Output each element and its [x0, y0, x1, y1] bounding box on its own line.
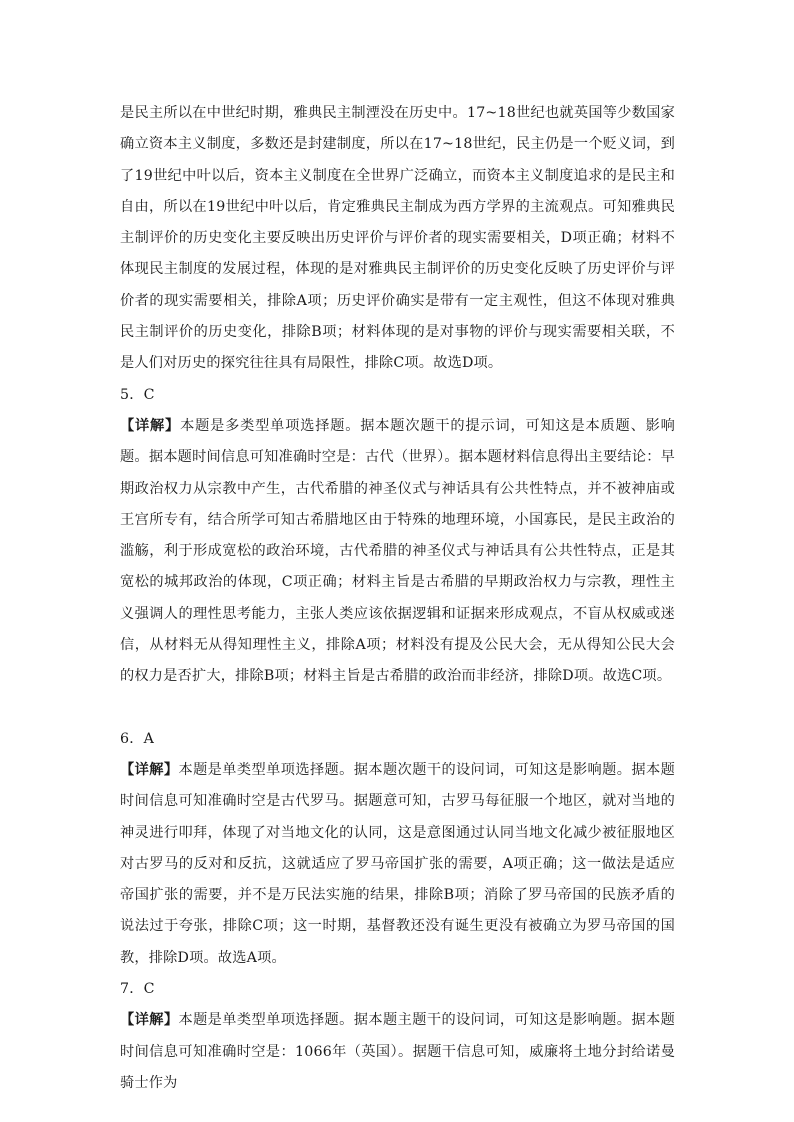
paragraph-text: 本题是单类型单项选择题。据本题次题干的设问词，可知这是影响题。据本题时间信息可知准确时空是古代罗马。据题意可知，古罗马每征服一个地区，就对当地的神灵进行叩拜，体现了对当地文化的认同，这是意图通过认同当地文化减少被征服地区对古罗马的反对和反抗，这就适应了罗马帝国扩张的需要，A项正确；这一做法是适应帝国扩张的需要，并不是万民法实施的结果，排除B项；消除了罗马帝国的民族矛盾的说法过于夸张，排除C项；这一时期，基督教还没有诞生更没有被确立为罗马帝国的国教，排除D项。故选A项。 [120, 761, 675, 966]
answer-5: 5．C [120, 386, 155, 403]
detail-tag: 【详解】 [120, 1012, 179, 1029]
blank-line [120, 693, 675, 724]
explanation-paragraph-4-continued [120, 98, 675, 380]
paragraph-text: 本题是多类型单项选择题。据本题次题干的提示词，可知这是本质题、影响题。据本题时间信息可知准确时空是：古代（世界）。据本题材料信息得出主要结论：早期政治权力从宗教中产生，古代希腊的神圣仪式与神话具有公共性特点，并不被神庙或王宫所专有，结合所学可知古希腊地区由于特殊的地理环境，小国寡民，是民主政治的滥觞，利于形成宽松的政治环境，古代希腊的神圣仪式与神话具有公共性特点，正是其宽松的城邦政治的体现，C项正确；材料主旨是古希腊的早期政治权力与宗教，理性主义强调人的理性思考能力，主张人类应该依据逻辑和证据来形成观点，不盲从权威或迷信，从材料无从得知理性主义，排除A项；材料没有提及公民大会，无从得知公民大会的权力是否扩大，排除B项；材料主旨是古希腊的政治而非经济，排除D项。故选C项。 [120, 417, 675, 685]
paragraph-text: 本题是单类型单项选择题。据本题主题干的设问词，可知这是影响题。据本题时间信息可知准确时空是：1066年（英国）。据题干信息可知，威廉将土地分封给诺曼骑士作为 [120, 1012, 675, 1091]
paragraph-text: 是民主所以在中世纪时期，雅典民主制湮没在历史中。17~18世纪也就英国等少数国家确立资本主义制度，多数还是封建制度，所以在17~18世纪，民主仍是一个贬义词，到了19世纪中叶以后，资本主义制度在全世界广泛确立，而资本主义制度追求的是民主和自由，所以在19世纪中叶以后，肯定雅典民主制成为西方学界的主流观点。可知雅典民主制评价的历史变化主要反映出历史评价与评价者的现实需要相关，D项正确；材料不体现民主制度的发展过程，体现的是对雅典民主制评价的历史变化反映了历史评价与评价者的现实需要相关，排除A项；历史评价确实是带有一定主观性，但这不体现对雅典民主制评价的历史变化，排除B项；材料体现的是对事物的评价与现实需要相关联，不是人们对历史的探究往往具有局限性，排除C项。故选D项。 [120, 105, 675, 372]
detail-tag: 【详解】 [120, 761, 179, 778]
document-page [120, 98, 675, 1099]
explanation-paragraph-7 [120, 1005, 675, 1099]
answer-6: 6．A [120, 730, 155, 747]
answer-7: 7．C [120, 981, 155, 998]
detail-tag: 【详解】 [120, 417, 181, 434]
explanation-paragraph-6 [120, 755, 675, 974]
explanation-paragraph-5 [120, 411, 675, 693]
